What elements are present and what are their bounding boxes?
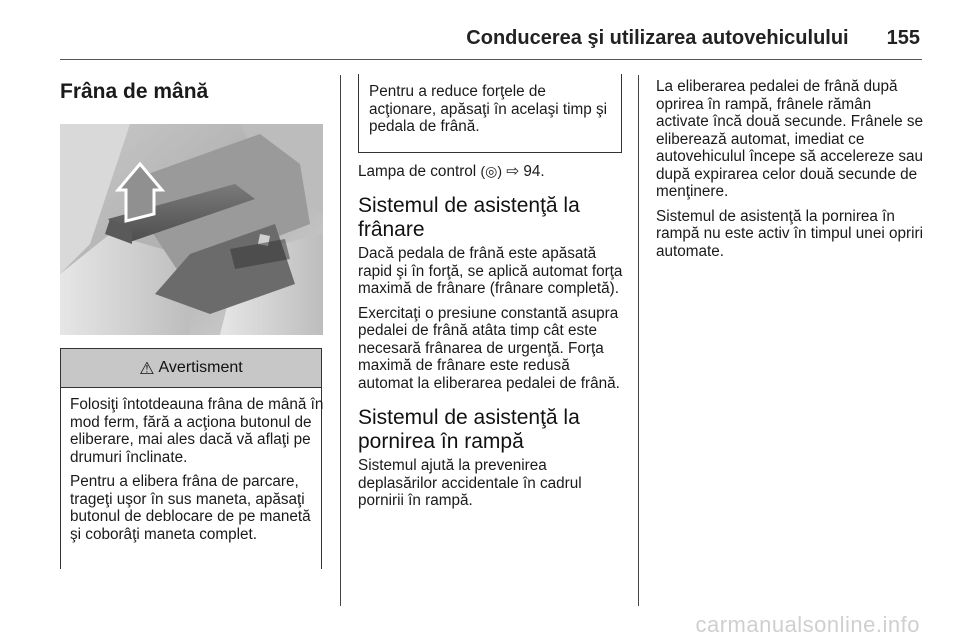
- column-2: [358, 74, 624, 517]
- brake-assist-paragraph: Exercitaţi o presiune constantă asupra pedalei de frână atâta timp cât este necesară frânarea de urgenţă. Forţa maximă de frânare este redusă automat la eliberarea pedalei de frână.: [358, 304, 620, 392]
- brake-warning-lamp-icon: (◎): [480, 162, 502, 179]
- hill-start-detail-paragraph: La eliberarea pedalei de frână după oprirea în rampă, frânele rămân activate încă două secunde. Frânele se eliberează automat, imediat ce autovehiculul începe să accelereze sau după expirarea celor două secunde de menţinere.: [656, 78, 924, 200]
- lamp-label: Lampa de control: [358, 162, 477, 180]
- hill-start-detail-paragraph: Sistemul de asistenţă la pornirea în rampă nu este activ în timpul unei opriri automate.: [656, 207, 923, 260]
- hill-start-heading: Sistemul de asistenţă la pornirea în rampă: [358, 406, 580, 453]
- warning-title: Avertisment: [158, 359, 243, 376]
- warning-triangle-icon: ⚠: [139, 358, 155, 378]
- hill-start-paragraph: Sistemul ajută la prevenirea deplasărilor accidentale în cadrul pornirii în rampă.: [358, 457, 582, 509]
- column-divider-2: [638, 75, 639, 606]
- warning-body: [61, 388, 325, 543]
- warning-box: [60, 348, 322, 569]
- section-title: Frâna de mână: [60, 80, 209, 103]
- brake-assist-heading: Sistemul de asistenţă la frânare: [358, 194, 580, 241]
- column-3: [656, 78, 926, 267]
- control-lamp-reference: [358, 163, 624, 181]
- column-divider-1: [340, 75, 341, 606]
- header-rule: [60, 59, 922, 60]
- parking-brake-lever-illustration: [60, 124, 323, 335]
- lamp-page-ref[interactable]: 94.: [523, 162, 545, 180]
- watermark: carmanualsonline.info: [695, 612, 920, 637]
- page-number: 155: [886, 27, 920, 49]
- brake-assist-paragraph: Dacă pedala de frână este apăsată rapid şi în forţă, se aplică automat forţa maximă de frânare (frânare completă).: [358, 245, 623, 297]
- warning-paragraph: Folosiţi întotdeauna frâna de mână în mod ferm, fără a acţiona butonul de eliberare, mai ales dacă vă aflaţi pe drumuri înclinate.: [70, 396, 324, 466]
- page-reference-arrow-icon: ⇨: [506, 162, 520, 180]
- warning-paragraph: Pentru a elibera frâna de parcare, trageţi uşor în sus maneta, apăsaţi butonul de deblocare de pe manetă şi coborâţi maneta complet.: [70, 473, 311, 543]
- note-box: [358, 74, 622, 153]
- running-header: [466, 14, 920, 50]
- note-text: Pentru a reduce forţele de acţionare, apăsaţi în acelaşi timp şi pedala de frână.: [369, 83, 608, 135]
- warning-header: [61, 348, 321, 388]
- chapter-title: Conducerea şi utilizarea autovehiculului: [466, 27, 849, 49]
